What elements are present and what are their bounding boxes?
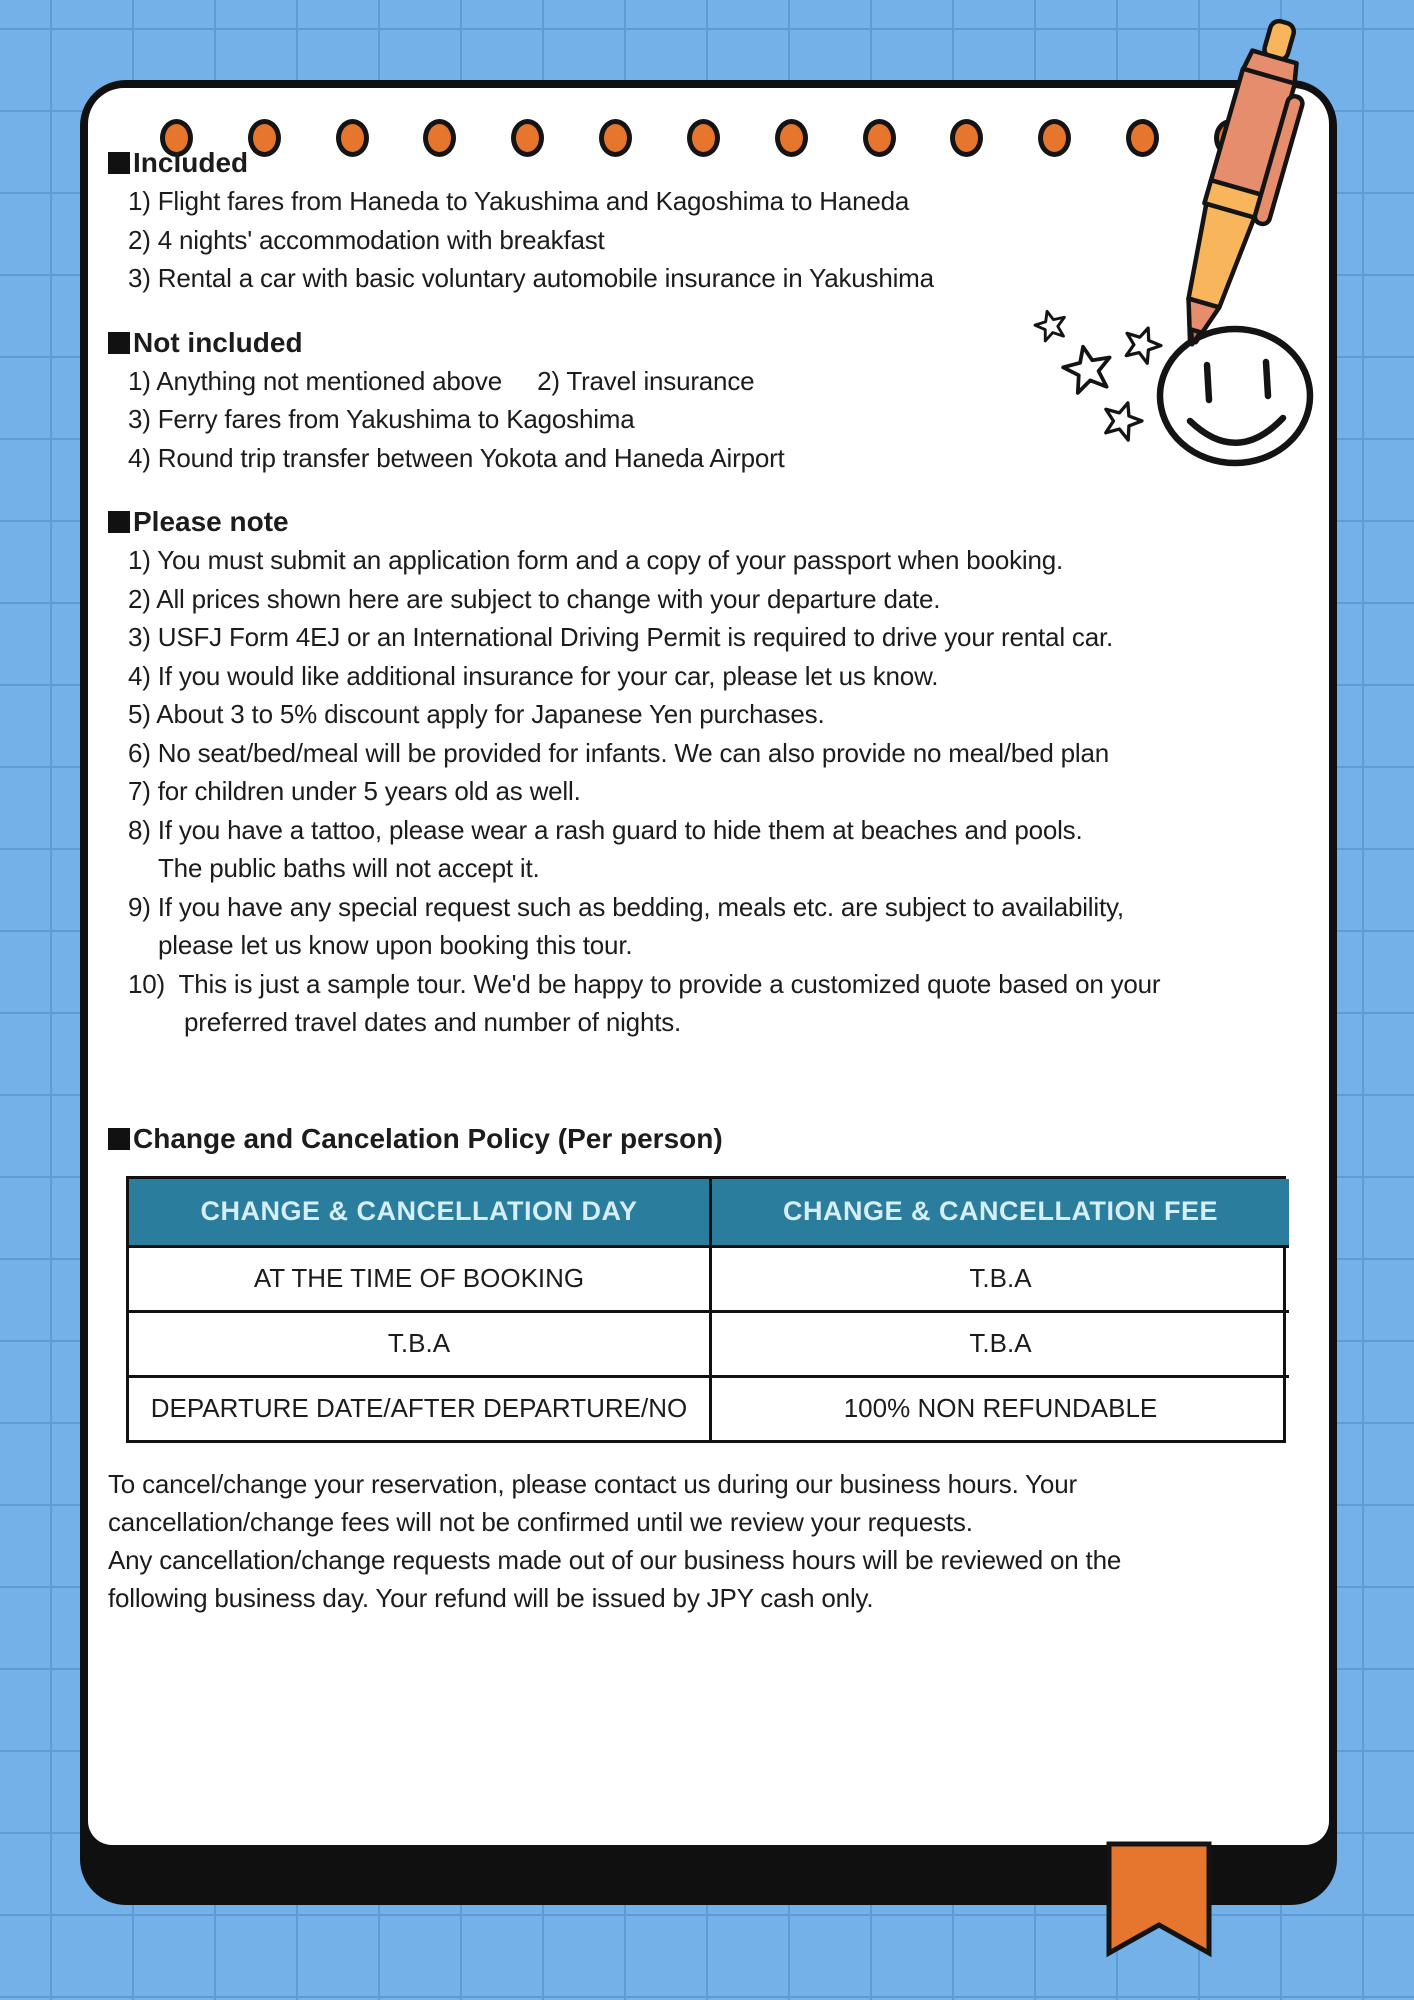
list-item: 7) for children under 5 years old as well. — [128, 776, 581, 806]
list-item: 9) If you have any special request such as bedding, meals etc. are subject to availability, — [128, 891, 1124, 922]
list-item: 1) You must submit an application form and a copy of your passport when booking. — [128, 545, 1064, 575]
table-cell: T.B.A — [129, 1310, 709, 1375]
list-item-continuation: please let us know upon booking this tour. — [158, 930, 633, 960]
table-header-day: CHANGE & CANCELLATION DAY — [129, 1179, 709, 1245]
list-item: 5) About 3 to 5% discount apply for Japanese Yen purchases. — [128, 699, 825, 729]
policy-footer-paragraph — [108, 1465, 1308, 1617]
section-heading-please-note — [108, 503, 1308, 541]
section-bullet-icon — [108, 511, 130, 533]
list-item: 6) No seat/bed/meal will be provided for infants. We can also provide no meal/bed plan — [128, 737, 1109, 768]
table-cell: DEPARTURE DATE/AFTER DEPARTURE/NO — [129, 1375, 709, 1440]
list-item: 1) Anything not mentioned above 2) Travel insurance — [128, 365, 755, 396]
paragraph-line: following business day. Your refund will be issued by JPY cash only. — [108, 1582, 874, 1613]
paragraph-line: cancellation/change fees will not be confirmed until we review your requests. — [108, 1506, 973, 1537]
table-header-fee: CHANGE & CANCELLATION FEE — [709, 1179, 1289, 1245]
list-item: 8) If you have a tattoo, please wear a rash guard to hide them at beaches and pools. — [128, 814, 1083, 845]
table-cell: 100% NON REFUNDABLE — [709, 1375, 1289, 1440]
heading-label: Not included — [133, 326, 303, 358]
bookmark-ribbon-icon — [1106, 1841, 1212, 1959]
pen-icon — [1160, 15, 1390, 375]
cancellation-policy-table — [126, 1176, 1286, 1443]
list-item: 3) Ferry fares from Yakushima to Kagoshima — [128, 404, 635, 434]
star-doodle-icon — [1058, 340, 1117, 399]
table-cell: T.B.A — [709, 1245, 1289, 1310]
list-item-continuation: The public baths will not accept it. — [158, 853, 540, 883]
section-heading-policy — [108, 1120, 1308, 1158]
table-cell: T.B.A — [709, 1310, 1289, 1375]
list-item: 4) If you would like additional insurance for your car, please let us know. — [128, 660, 939, 691]
section-heading-included — [108, 144, 1308, 182]
heading-label: Included — [133, 147, 249, 178]
paragraph-line: To cancel/change your reservation, please contact us during our business hours. Your — [108, 1468, 1077, 1499]
section-bullet-icon — [108, 332, 130, 354]
list-item: 3) Rental a car with basic voluntary automobile insurance in Yakushima — [128, 263, 934, 293]
list-item: 10) This is just a sample tour. We'd be happy to provide a customized quote based on your — [128, 968, 1161, 999]
paragraph-line: Any cancellation/change requests made out of our business hours will be reviewed on the — [108, 1544, 1122, 1575]
list-item: 4) Round trip transfer between Yokota and Haneda Airport — [128, 442, 785, 473]
heading-label: Change and Cancelation Policy (Per person) — [133, 1122, 723, 1154]
section-bullet-icon — [108, 152, 130, 174]
heading-label: Please note — [133, 506, 289, 537]
list-item: 2) 4 nights' accommodation with breakfast — [128, 224, 605, 255]
document-body — [108, 144, 1308, 1617]
list-item-continuation: preferred travel dates and number of nights. — [184, 1007, 682, 1037]
table-cell: AT THE TIME OF BOOKING — [129, 1245, 709, 1310]
list-item: 2) All prices shown here are subject to change with your departure date. — [128, 583, 941, 614]
list-item: 3) USFJ Form 4EJ or an International Driving Permit is required to drive your rental car. — [128, 622, 1114, 652]
list-item: 1) Flight fares from Haneda to Yakushima and Kagoshima to Haneda — [128, 186, 910, 216]
section-bullet-icon — [108, 1128, 130, 1150]
